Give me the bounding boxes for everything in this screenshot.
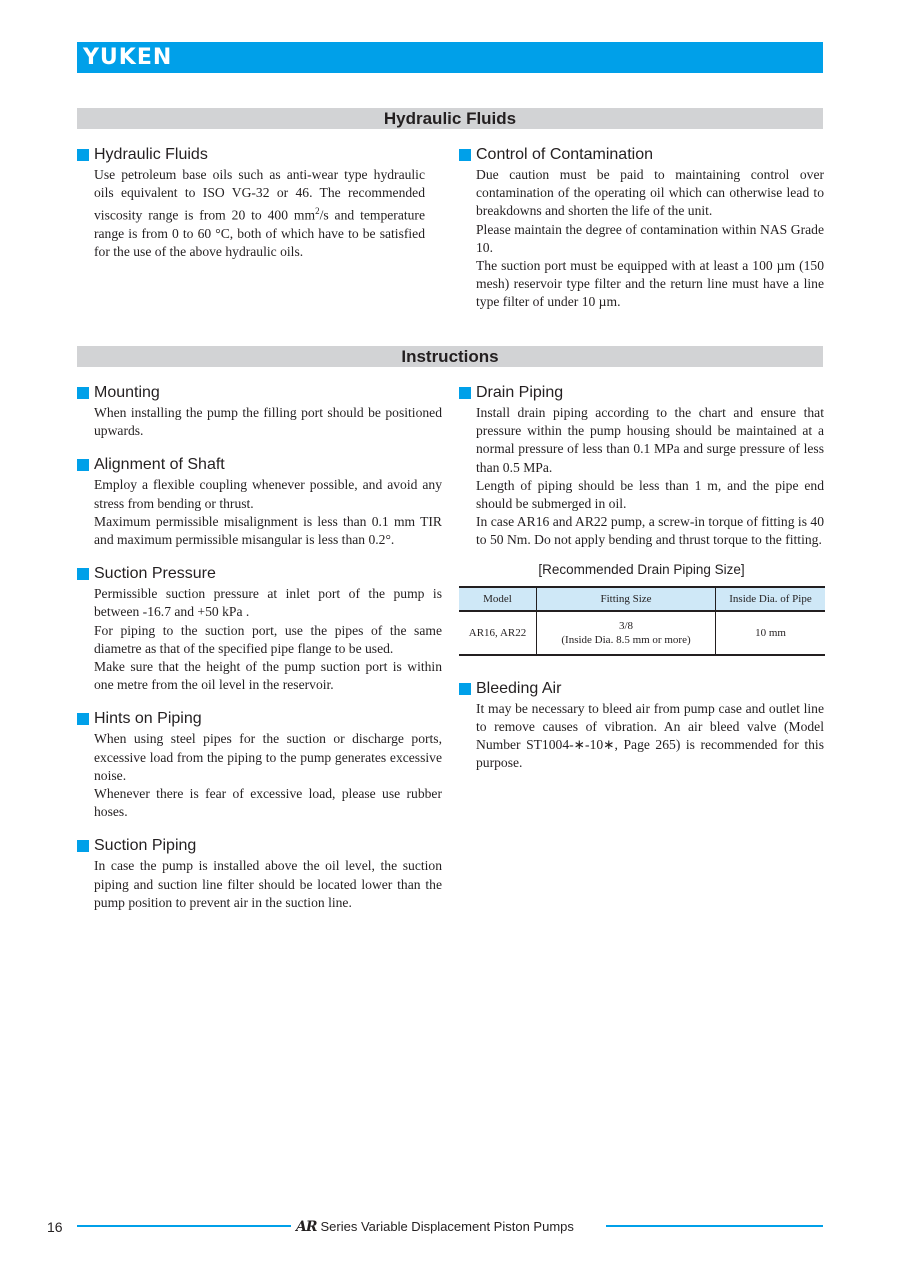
contamination-block	[459, 146, 824, 312]
bullet-square-icon	[77, 840, 89, 852]
bleeding-heading: Bleeding Air	[476, 679, 562, 697]
contamination-text: Due caution must be paid to maintaining control over contamination of the operating oil which can otherwise lead to breakdowns and shorten the life of the unit. Please maintain the degree of contamination within NAS Grade 10. The suction port must be equipped with at least a 100 µm (150 mesh) reservoir type filter and the return line must have a line type filter of under 10 µm.	[476, 167, 824, 310]
yuken-logo: YUKEN	[83, 45, 173, 70]
hydraulic-fluids-text: Use petroleum base oils such as anti-wear type hydraulic oils equivalent to ISO VG-32 or 46. The recommended viscosity range is from 20 to 400 $mm^2/s$ and temperature range is from 0 to 60 °C, both of which have to be satisfied for the use of the above hydraulic oils.	[94, 167, 425, 260]
hydraulic-fluids-block	[77, 146, 425, 262]
alignment-heading: Alignment of Shaft	[94, 456, 225, 474]
suction-piping-heading: Suction Piping	[94, 837, 197, 855]
bullet-square-icon	[459, 387, 471, 399]
header-bar	[77, 42, 823, 73]
bullet-square-icon	[459, 149, 471, 161]
hints-heading: Hints on Piping	[94, 710, 202, 728]
footer-series-title: AR Series Variable Displacement Piston Pumps	[296, 1219, 574, 1235]
drain-block	[459, 384, 824, 656]
section-title-hydraulic-fluids: Hydraulic Fluids	[77, 108, 823, 129]
table-caption: [Recommended Drain Piping Size]	[538, 561, 745, 577]
suction-piping-block	[77, 837, 442, 912]
contamination-heading: Control of Contamination	[476, 146, 653, 163]
drain-heading: Drain Piping	[476, 384, 564, 401]
bullet-square-icon	[77, 149, 89, 161]
bullet-square-icon	[77, 387, 89, 399]
mounting-heading: Mounting	[94, 384, 160, 401]
cell-dia: 10 mm	[716, 611, 826, 655]
section-title-instructions: Instructions	[77, 346, 823, 367]
fluids-right-column	[459, 146, 824, 328]
footer-rule-left	[77, 1225, 291, 1227]
table-header-model: Model	[459, 587, 537, 611]
instructions-right-column	[459, 384, 824, 788]
table-header-dia: Inside Dia. of Pipe	[716, 587, 826, 611]
mounting-text: When installing the pump the filling port should be positioned upwards.	[94, 405, 442, 439]
ar-series-logo: AR	[296, 1219, 317, 1235]
cell-fitting: 3/8 (Inside Dia. 8.5 mm or more)	[537, 611, 716, 655]
cell-model: AR16, AR22	[459, 611, 537, 655]
suction-pressure-heading: Suction Pressure	[94, 565, 216, 583]
alignment-block	[77, 456, 442, 549]
suction-pressure-block	[77, 565, 442, 694]
alignment-text: Employ a flexible coupling whenever possible, and avoid any stress from bending or thrust. Maximum permissible misalignment is less than 0.1 mm TIR and maximum permissible misangular is less than 0.2°.	[94, 477, 442, 548]
drain-text: Install drain piping according to the chart and ensure that pressure within the pump housing should be maintained at a normal pressure of less than 0.1 MPa and surge pressure of less than 0.5 MPa. Length of piping should be less than 1 m, and the pipe end should be submerged in oil. In case AR16 and AR22 pump, a screw-in torque of fitting is 40 to 50 Nm. Do not apply bending and thrust torque to the fitting.	[476, 405, 824, 548]
bullet-square-icon	[77, 459, 89, 471]
table-row	[459, 611, 825, 655]
footer-rule-right	[606, 1225, 823, 1227]
fluids-left-column	[77, 146, 425, 278]
suction-piping-text: In case the pump is installed above the oil level, the suction piping and suction line filter should be located lower than the pump position to prevent air in the suction line.	[94, 858, 442, 910]
hints-text: When using steel pipes for the suction or discharge ports, excessive load from the piping to the pump generates excessive noise. Whenever there is fear of excessive load, please use rubber hoses.	[94, 731, 442, 820]
bullet-square-icon	[77, 713, 89, 725]
suction-pressure-text: Permissible suction pressure at inlet port of the pump is between -16.7 and +50 kPa . For piping to the suction port, use the pipes of the same diametre as that of the specified pipe flange to be used. Make sure that the height of the pump suction port is within one metre from the oil level in the reservoir.	[94, 586, 442, 693]
bullet-square-icon	[77, 568, 89, 580]
drain-piping-table	[459, 586, 825, 656]
bleeding-text: It may be necessary to bleed air from pump case and outlet line to remove causes of vibration. An air bleed valve (Model Number ST1004-∗-10∗, Page 265) is recommended for this purpose.	[476, 700, 824, 771]
table-header-fitting: Fitting Size	[537, 587, 716, 611]
mounting-block	[77, 384, 442, 440]
hydraulic-fluids-heading: Hydraulic Fluids	[94, 146, 208, 163]
bullet-square-icon	[459, 683, 471, 695]
instructions-left-column	[77, 384, 442, 928]
bleeding-block	[459, 680, 824, 773]
hints-block	[77, 710, 442, 821]
page-number: 16	[47, 1219, 63, 1235]
